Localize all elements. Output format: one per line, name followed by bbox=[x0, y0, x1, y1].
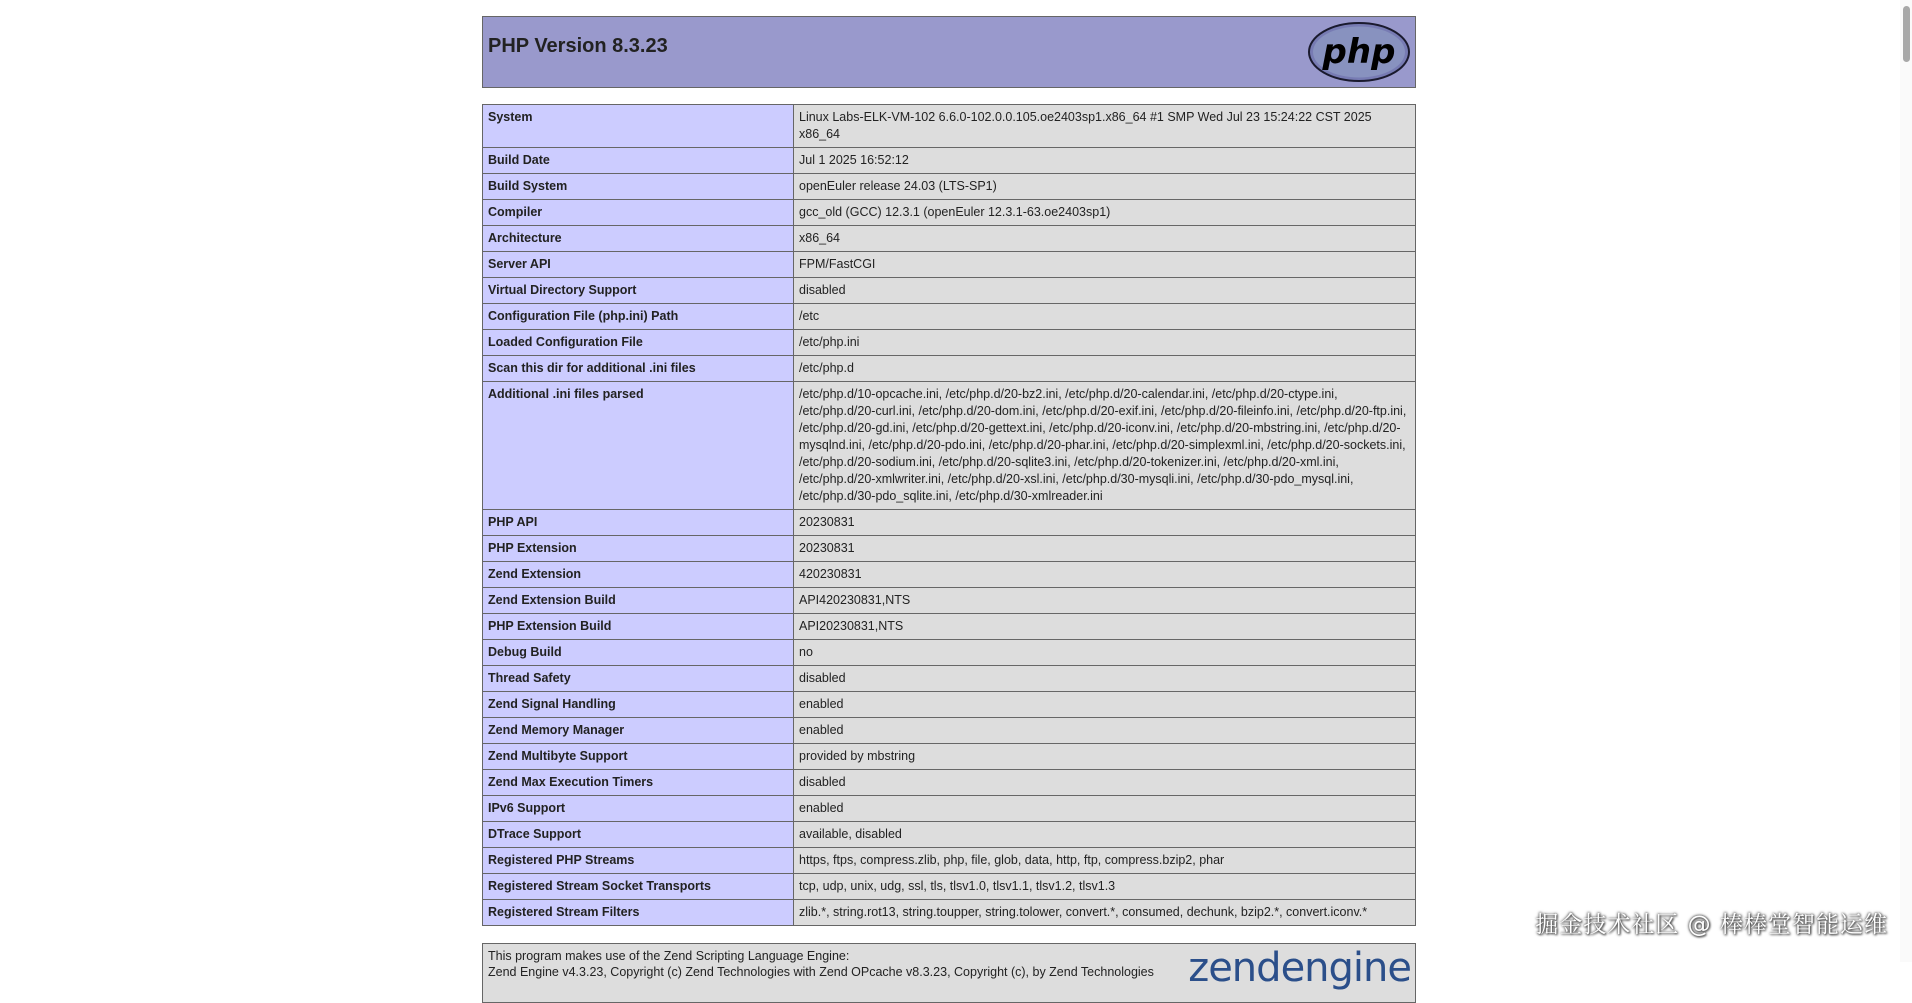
info-value: tcp, udp, unix, udg, ssl, tls, tlsv1.0, tlsv1.1, tlsv1.2, tlsv1.3 bbox=[794, 874, 1416, 900]
info-key: Loaded Configuration File bbox=[483, 330, 794, 356]
table-row bbox=[483, 252, 1416, 278]
table-row bbox=[483, 822, 1416, 848]
info-key: PHP API bbox=[483, 510, 794, 536]
table-row bbox=[483, 614, 1416, 640]
info-value: gcc_old (GCC) 12.3.1 (openEuler 12.3.1-63.oe2403sp1) bbox=[794, 200, 1416, 226]
vertical-scrollbar[interactable] bbox=[1900, 0, 1912, 962]
table-row bbox=[483, 640, 1416, 666]
table-row bbox=[483, 536, 1416, 562]
info-key: Zend Max Execution Timers bbox=[483, 770, 794, 796]
info-key: Build System bbox=[483, 174, 794, 200]
info-value: FPM/FastCGI bbox=[794, 252, 1416, 278]
info-value: /etc/php.ini bbox=[794, 330, 1416, 356]
zend-logo-part2: engine bbox=[1280, 945, 1411, 991]
info-value: openEuler release 24.03 (LTS-SP1) bbox=[794, 174, 1416, 200]
info-value: available, disabled bbox=[794, 822, 1416, 848]
info-key: Thread Safety bbox=[483, 666, 794, 692]
table-row bbox=[483, 510, 1416, 536]
php-info-table bbox=[482, 104, 1416, 926]
info-value: zlib.*, string.rot13, string.toupper, string.tolower, convert.*, consumed, dechunk, bzip2.*, convert.iconv.* bbox=[794, 900, 1416, 926]
zend-engine-footer bbox=[482, 943, 1416, 1003]
table-row bbox=[483, 718, 1416, 744]
table-row bbox=[483, 226, 1416, 252]
table-row bbox=[483, 796, 1416, 822]
zend-engine-logo-icon bbox=[1188, 945, 1411, 991]
info-key: Zend Multibyte Support bbox=[483, 744, 794, 770]
info-key: Architecture bbox=[483, 226, 794, 252]
info-key: Zend Extension bbox=[483, 562, 794, 588]
table-row bbox=[483, 382, 1416, 510]
info-value: /etc/php.d/10-opcache.ini, /etc/php.d/20-bz2.ini, /etc/php.d/20-calendar.ini, /etc/php.d/20-ctype.ini, /etc/php.d/20-curl.ini, /etc/php.d/20-dom.ini, /etc/php.d/20-exif.ini, /etc/php.d/20-fileinfo.ini, /etc/php.d/20-ftp.ini, /etc/php.d/20-gd.ini, /etc/php.d/20-gettext.ini, /etc/php.d/20-iconv.ini, /etc/php.d/20-mbstring.ini, /etc/php.d/20-mysqlnd.ini, /etc/php.d/20-pdo.ini, /etc/php.d/20-phar.ini, /etc/php.d/20-simplexml.ini, /etc/php.d/20-sockets.ini, /etc/php.d/20-sodium.ini, /etc/php.d/20-sqlite3.ini, /etc/php.d/20-tokenizer.ini, /etc/php.d/20-xml.ini, /etc/php.d/20-xmlwriter.ini, /etc/php.d/20-xsl.ini, /etc/php.d/30-mysqli.ini, /etc/php.d/30-pdo_mysql.ini, /etc/php.d/30-pdo_sqlite.ini, /etc/php.d/30-xmlreader.ini bbox=[794, 382, 1416, 510]
info-value: enabled bbox=[794, 692, 1416, 718]
table-row bbox=[483, 666, 1416, 692]
watermark-text: 掘金技术社区 @ 棒棒堂智能运维 bbox=[1535, 912, 1888, 938]
info-key: Build Date bbox=[483, 148, 794, 174]
table-row bbox=[483, 744, 1416, 770]
info-value: 20230831 bbox=[794, 510, 1416, 536]
zend-logo-part1: zend bbox=[1188, 945, 1281, 991]
info-key: Registered Stream Filters bbox=[483, 900, 794, 926]
info-value: enabled bbox=[794, 796, 1416, 822]
info-value: /etc/php.d bbox=[794, 356, 1416, 382]
info-key: Zend Extension Build bbox=[483, 588, 794, 614]
info-key: Virtual Directory Support bbox=[483, 278, 794, 304]
table-row bbox=[483, 848, 1416, 874]
info-value: no bbox=[794, 640, 1416, 666]
info-value: Linux Labs-ELK-VM-102 6.6.0-102.0.0.105.oe2403sp1.x86_64 #1 SMP Wed Jul 23 15:24:22 CST 2025 x86_64 bbox=[794, 105, 1416, 148]
info-key: Scan this dir for additional .ini files bbox=[483, 356, 794, 382]
table-row bbox=[483, 356, 1416, 382]
php-logo-text: php bbox=[1322, 32, 1396, 72]
table-row bbox=[483, 562, 1416, 588]
info-value: provided by mbstring bbox=[794, 744, 1416, 770]
info-value: x86_64 bbox=[794, 226, 1416, 252]
table-row bbox=[483, 278, 1416, 304]
table-row bbox=[483, 200, 1416, 226]
phpinfo-container bbox=[482, 16, 1416, 1003]
table-row bbox=[483, 174, 1416, 200]
info-value: 420230831 bbox=[794, 562, 1416, 588]
php-logo-icon bbox=[1307, 21, 1411, 83]
table-row bbox=[483, 874, 1416, 900]
info-key: Zend Memory Manager bbox=[483, 718, 794, 744]
info-key: System bbox=[483, 105, 794, 148]
info-key: Additional .ini files parsed bbox=[483, 382, 794, 510]
table-row bbox=[483, 105, 1416, 148]
page-title: PHP Version 8.3.23 bbox=[488, 35, 668, 57]
info-value: Jul 1 2025 16:52:12 bbox=[794, 148, 1416, 174]
info-key: Registered Stream Socket Transports bbox=[483, 874, 794, 900]
info-value: /etc bbox=[794, 304, 1416, 330]
info-key: PHP Extension bbox=[483, 536, 794, 562]
table-row bbox=[483, 330, 1416, 356]
info-key: Server API bbox=[483, 252, 794, 278]
info-key: PHP Extension Build bbox=[483, 614, 794, 640]
info-value: disabled bbox=[794, 770, 1416, 796]
info-key: IPv6 Support bbox=[483, 796, 794, 822]
table-row bbox=[483, 304, 1416, 330]
table-row bbox=[483, 692, 1416, 718]
info-key: Compiler bbox=[483, 200, 794, 226]
info-key: Configuration File (php.ini) Path bbox=[483, 304, 794, 330]
info-value: https, ftps, compress.zlib, php, file, glob, data, http, ftp, compress.bzip2, phar bbox=[794, 848, 1416, 874]
info-value: API20230831,NTS bbox=[794, 614, 1416, 640]
info-value: disabled bbox=[794, 666, 1416, 692]
info-value: API420230831,NTS bbox=[794, 588, 1416, 614]
info-key: Zend Signal Handling bbox=[483, 692, 794, 718]
info-value: 20230831 bbox=[794, 536, 1416, 562]
info-value: disabled bbox=[794, 278, 1416, 304]
footer-line-2: Zend Engine v4.3.23, Copyright (c) Zend Technologies with Zend OPcache v8.3.23, Copyright (c), by Zend Technologies bbox=[488, 965, 1154, 979]
php-version-header bbox=[482, 16, 1416, 88]
info-key: Debug Build bbox=[483, 640, 794, 666]
table-row bbox=[483, 770, 1416, 796]
table-row bbox=[483, 148, 1416, 174]
scrollbar-thumb[interactable] bbox=[1903, 6, 1910, 62]
footer-line-1: This program makes use of the Zend Scripting Language Engine: bbox=[488, 949, 850, 963]
info-key: Registered PHP Streams bbox=[483, 848, 794, 874]
table-row bbox=[483, 588, 1416, 614]
table-row bbox=[483, 900, 1416, 926]
info-value: enabled bbox=[794, 718, 1416, 744]
info-key: DTrace Support bbox=[483, 822, 794, 848]
